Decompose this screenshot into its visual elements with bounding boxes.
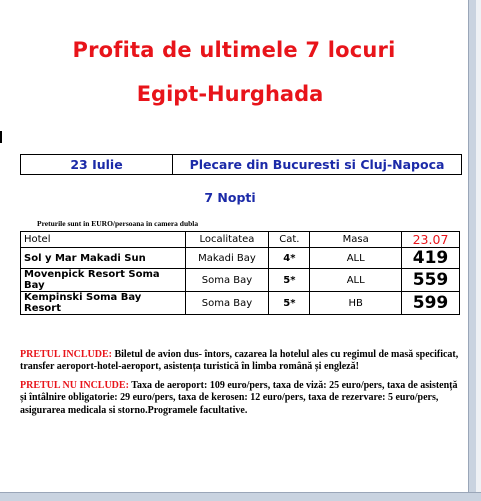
- table-row: [21, 269, 460, 292]
- price-includes-label: PRETUL INCLUDE:: [20, 349, 112, 360]
- nights-count: 7 Nopti: [204, 190, 256, 205]
- header-hotel: Hotel: [21, 232, 186, 248]
- hotel-board: ALL: [310, 269, 402, 292]
- prices-note: Preturile sunt in EURO/persoana in camera dubla: [37, 219, 199, 228]
- text-cursor-mark: [0, 131, 2, 143]
- hotel-location: Soma Bay: [185, 269, 269, 292]
- hotel-location: Soma Bay: [185, 292, 269, 315]
- hotel-name: Movenpick Resort Soma Bay: [21, 269, 186, 292]
- header-board: Masa: [310, 232, 402, 248]
- departure-cities: Plecare din Bucuresti si Cluj-Napoca: [189, 157, 445, 172]
- hotel-location: Makadi Bay: [185, 248, 269, 269]
- price-excludes-text: Taxa de aeroport: 109 euro/pers, taxa de viză: 25 euro/pers, taxa de asistență și întâlnire obligatorie: 29 euro/pers, taxa de kerosen: 12 euro/pers, taxa de rezervare: 5 euro/pers, asigurarea medicala si storno.Programele facultative.: [20, 380, 458, 416]
- price-includes-paragraph: [20, 349, 465, 374]
- hotel-category: 5*: [269, 292, 310, 315]
- price-includes-text: Biletul de avion dus- întors, cazarea la hotelul ales cu regimul de masă specificat, transfer aeroport-hotel-aeroport, asistența turistică în limba română și engleză!: [20, 349, 459, 373]
- departure-info-box: [20, 154, 462, 175]
- header-date: 23.07: [402, 232, 460, 248]
- departure-date: 23 Iulie: [21, 155, 173, 174]
- table-header-row: [21, 232, 460, 248]
- hotel-price: 559: [402, 269, 460, 292]
- hotel-category: 4*: [269, 248, 310, 269]
- price-excludes-paragraph: [20, 380, 465, 417]
- price-excludes-label: PRETUL NU INCLUDE:: [20, 380, 129, 391]
- hotel-name: Sol y Mar Makadi Sun: [21, 248, 186, 269]
- header-location: Localitatea: [185, 232, 269, 248]
- hotel-name: Kempinski Soma Bay Resort: [21, 292, 186, 315]
- hotel-price-table: [20, 231, 460, 315]
- window-frame-edge: [476, 0, 481, 500]
- page-title: Profita de ultimele 7 locuri: [72, 38, 396, 62]
- hotel-board: ALL: [310, 248, 402, 269]
- hotel-category: 5*: [269, 269, 310, 292]
- table-row: [21, 292, 460, 315]
- hotel-price: 599: [402, 292, 460, 315]
- hotel-price: 419: [402, 248, 460, 269]
- destination-title: Egipt-Hurghada: [136, 82, 324, 106]
- header-category: Cat.: [269, 232, 310, 248]
- table-row: [21, 248, 460, 269]
- hotel-board: HB: [310, 292, 402, 315]
